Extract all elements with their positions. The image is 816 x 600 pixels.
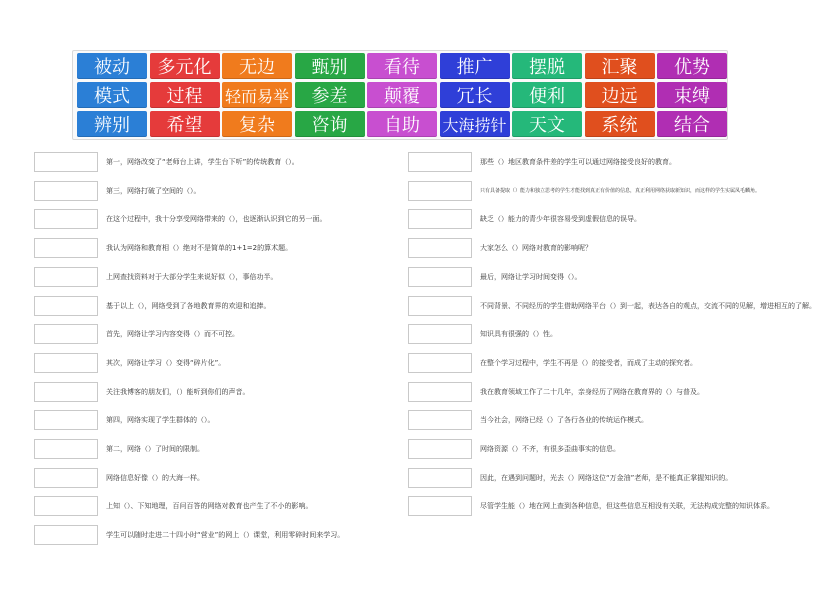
word-tile[interactable]: 复杂 [222,111,292,137]
sentence-text: 我认为网络和教育相（）绝对不是简单的1+1=2的算术题。 [106,244,293,253]
answer-slot[interactable] [34,209,98,229]
sentence-text: 首先，网络让学习内容变得（）而不可控。 [106,330,239,339]
word-tile[interactable]: 边远 [585,82,655,108]
answer-slot[interactable] [408,468,472,488]
sentence-text: 在整个学习过程中，学生不再是（）的接受者，而成了主动的探究者。 [480,358,697,367]
sentence-text: 关注我博客的朋友们，（）能听到你们的声音。 [106,387,250,396]
answer-slot[interactable] [34,382,98,402]
answer-slot[interactable] [408,152,472,172]
answer-slot[interactable] [34,439,98,459]
answer-slot[interactable] [34,181,98,201]
sentence-text: 第三，网络打破了空间的（）。 [106,186,201,195]
word-tile[interactable]: 轻而易举 [222,82,292,108]
answer-slot[interactable] [408,238,472,258]
word-tile[interactable]: 便利 [512,82,582,108]
answer-slot[interactable] [34,238,98,258]
answer-slot[interactable] [408,209,472,229]
answer-slot[interactable] [34,496,98,516]
answer-slot[interactable] [34,353,98,373]
sentence-text: 最后，网络让学习时间变得（）。 [480,272,582,281]
word-tile[interactable]: 甄别 [295,53,365,79]
word-tile[interactable]: 辨别 [77,111,147,137]
word-tile[interactable]: 大海捞针 [440,111,510,137]
sentence-text: 第一，网络改变了“老师台上讲，学生台下听”的传统教育（）。 [106,158,299,166]
sentence-text: 大家怎么（）网络对教育的影响呢？ [480,244,592,253]
sentence-text: 第二，网络（）了时间的限制。 [106,445,204,453]
word-tile[interactable]: 汇聚 [585,53,655,79]
answer-slot[interactable] [34,468,98,488]
sentence-text: 其次，网络让学习（）变得“碎片化”。 [106,358,226,367]
sentence-text: 那些（）地区教育条件差的学生可以通过网络接受良好的教育。 [480,158,676,166]
word-tile[interactable]: 过程 [150,82,220,108]
word-tile[interactable]: 颠覆 [367,82,437,108]
word-tile[interactable]: 冗长 [440,82,510,108]
answer-slot[interactable] [408,496,472,516]
answer-slot[interactable] [34,152,98,172]
sentence-text: 不同背景、不同经历的学生借助网络平台（）到一起，表达各自的观点，交流不同的见解，增进相互的了解。 [480,301,816,310]
answer-slot[interactable] [408,181,472,201]
word-tile[interactable]: 优势 [657,53,727,79]
sentence-text: 因此，在遇到问题时，光去（）网络这位“万金油”老师，是不能真正掌握知识的。 [480,473,733,482]
word-tile[interactable]: 模式 [77,82,147,108]
sentence-text: 学生可以随时走进二十四小时“营业”的网上（）课堂，利用零碎时间来学习。 [106,531,345,540]
word-tile[interactable]: 咨询 [295,111,365,137]
answer-slot[interactable] [34,410,98,430]
word-tile[interactable]: 系统 [585,111,655,137]
word-tile[interactable]: 天文 [512,111,582,137]
sentence-text: 在这个过程中，我十分享受网络带来的（），也逐渐认识到它的另一面。 [106,215,327,224]
word-tile[interactable]: 推广 [440,53,510,79]
sentence-text: 网络资源（）不齐，有很多歪曲事实的信息。 [480,445,620,453]
sentence-text: 只有具备提取（）能力和独立思考的学生才能找到真正有价值的信息，真正利用网络获取新知识，而这样的学生实属凤毛麟角。 [480,188,761,195]
answer-slot[interactable] [34,525,98,545]
word-tile[interactable]: 结合 [657,111,727,137]
answer-slot[interactable] [408,410,472,430]
answer-slot[interactable] [34,324,98,344]
sentence-text: 上网查找资料对于大部分学生来说好似（），事倍功半。 [106,272,278,281]
word-tile[interactable]: 无边 [222,53,292,79]
sentence-text: 我在教育领域工作了二十几年，亲身经历了网络在教育界的（）与普及。 [480,387,704,396]
sentence-text: 尽管学生能（）地在网上查到各种信息，但这些信息互相没有关联，无法构成完整的知识体系。 [480,502,774,511]
answer-slot[interactable] [408,324,472,344]
sentence-text: 缺乏（）能力的青少年很容易受到虚假信息的误导。 [480,215,641,224]
word-tile[interactable]: 摆脱 [512,53,582,79]
sentence-text: 知识具有很强的（）性。 [480,330,557,339]
answer-slot[interactable] [408,353,472,373]
answer-slot[interactable] [408,382,472,402]
word-tile[interactable]: 参差 [295,82,365,108]
answer-slot[interactable] [408,267,472,287]
word-tile[interactable]: 束缚 [657,82,727,108]
word-tile[interactable]: 自助 [367,111,437,137]
word-bank [72,50,728,140]
sentence-text: 上知（）、下知地理，百问百答的网络对教育也产生了不小的影响。 [106,502,313,511]
sentence-text: 当今社会，网络已经（）了各行各业的传统运作模式。 [480,416,648,425]
sentence-text: 基于以上（），网络受到了各地教育界的欢迎和追捧。 [106,301,271,310]
answer-slot[interactable] [34,267,98,287]
answer-slot[interactable] [408,296,472,316]
word-tile[interactable]: 看待 [367,53,437,79]
answer-slot[interactable] [34,296,98,316]
answer-slot[interactable] [408,439,472,459]
sentence-text: 网络信息好像（）的大海一样。 [106,473,204,482]
word-tile[interactable]: 希望 [150,111,220,137]
word-tile[interactable]: 多元化 [150,53,220,79]
sentence-text: 第四，网络实现了学生群体的（）。 [106,416,215,425]
word-tile[interactable]: 被动 [77,53,147,79]
